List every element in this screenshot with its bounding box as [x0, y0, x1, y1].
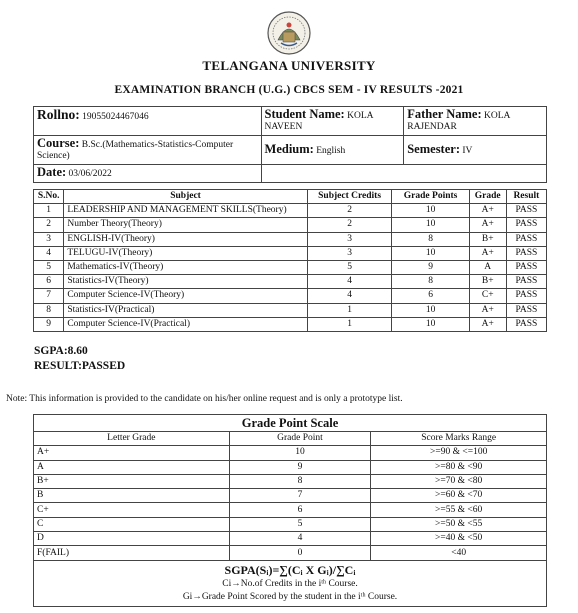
scale-marks-range: >=40 & <50	[371, 532, 547, 546]
scale-marks-range: >=60 & <70	[371, 489, 547, 503]
scale-marks-range: >=55 & <60	[371, 503, 547, 517]
subjects-table	[33, 189, 547, 332]
result-summary	[34, 344, 125, 374]
scale-grade-point: 8	[229, 474, 371, 488]
subject-grade: A+	[469, 317, 506, 331]
subject-grade: A+	[469, 204, 506, 218]
scale-row	[34, 517, 547, 531]
date-label: Date:	[37, 165, 67, 179]
scale-row	[34, 532, 547, 546]
scale-letter-grade: C	[34, 517, 230, 531]
subject-row	[34, 218, 547, 232]
subject-name: TELUGU-IV(Theory)	[64, 246, 307, 260]
subject-name: Computer Science-IV(Theory)	[64, 289, 307, 303]
subject-grade: A+	[469, 303, 506, 317]
col-grade-points: Grade Points	[392, 190, 469, 204]
subject-grade-points: 10	[392, 246, 469, 260]
subject-result: PASS	[506, 260, 546, 274]
gi-definition: Gi→Grade Point Scored by the student in the iᵗʰ Course.	[182, 591, 398, 602]
student-name-value: KOLA NAVEEN	[264, 111, 373, 132]
subject-credits: 1	[307, 303, 392, 317]
scale-col-letter: Letter Grade	[34, 432, 230, 446]
subject-credits: 1	[307, 317, 392, 331]
subject-result: PASS	[506, 232, 546, 246]
scale-letter-grade: B+	[34, 474, 230, 488]
father-name-label: Father Name:	[407, 107, 482, 121]
scale-row	[34, 489, 547, 503]
grade-point-scale-table	[33, 414, 547, 607]
sgpa-formula: SGPA(Sᵢ)=∑(Cᵢ X Gᵢ)/∑Cᵢ	[224, 562, 356, 577]
subject-result: PASS	[506, 275, 546, 289]
subject-result: PASS	[506, 289, 546, 303]
col-sno: S.No.	[34, 190, 64, 204]
subject-name: Number Theory(Theory)	[64, 218, 307, 232]
subjects-header-row	[34, 190, 547, 204]
scale-grade-point: 4	[229, 532, 371, 546]
scale-col-range: Score Marks Range	[371, 432, 547, 446]
scale-letter-grade: B	[34, 489, 230, 503]
subject-grade-points: 10	[392, 218, 469, 232]
scale-marks-range: >=50 & <55	[371, 517, 547, 531]
subject-grade-points: 8	[392, 232, 469, 246]
scale-letter-grade: A+	[34, 446, 230, 460]
subject-credits: 3	[307, 246, 392, 260]
subject-name: Statistics-IV(Practical)	[64, 303, 307, 317]
subject-credits: 4	[307, 275, 392, 289]
student-name-label: Student Name:	[264, 107, 345, 121]
subject-credits: 2	[307, 218, 392, 232]
subject-grade: A+	[469, 218, 506, 232]
date-value: 03/06/2022	[68, 169, 112, 179]
subject-result: PASS	[506, 246, 546, 260]
scale-row	[34, 474, 547, 488]
father-name-value: KOLA RAJENDAR	[407, 111, 510, 132]
subject-row	[34, 204, 547, 218]
student-info-table	[33, 106, 547, 183]
subject-sno: 8	[34, 303, 64, 317]
scale-row	[34, 546, 547, 560]
medium-value: English	[316, 145, 346, 156]
subject-sno: 4	[34, 246, 64, 260]
subject-row	[34, 275, 547, 289]
rollno-label: Rollno:	[37, 107, 80, 122]
scale-grade-point: 7	[229, 489, 371, 503]
col-credits: Subject Credits	[307, 190, 392, 204]
subject-credits: 3	[307, 232, 392, 246]
university-name: TELANGANA UNIVERSITY	[202, 58, 376, 73]
subject-result: PASS	[506, 303, 546, 317]
subject-result: PASS	[506, 204, 546, 218]
subject-grade-points: 9	[392, 260, 469, 274]
subject-grade-points: 10	[392, 204, 469, 218]
scale-row	[34, 446, 547, 460]
result-status: RESULT:PASSED	[34, 360, 126, 372]
course-value: B.Sc.(Mathematics-Statistics-Computer Science)	[37, 140, 234, 161]
subject-grade: A	[469, 260, 506, 274]
scale-marks-range: >=70 & <80	[371, 474, 547, 488]
scale-letter-grade: F(FAIL)	[34, 546, 230, 560]
subject-grade-points: 10	[392, 303, 469, 317]
subject-row	[34, 303, 547, 317]
scale-grade-point: 6	[229, 503, 371, 517]
col-grade: Grade	[469, 190, 506, 204]
medium-label: Medium:	[264, 141, 314, 156]
university-seal-logo	[266, 10, 312, 56]
subject-grade-points: 8	[392, 275, 469, 289]
ci-definition: Ci→No.of Credits in the iᵗʰ Course.	[222, 578, 358, 589]
subject-credits: 2	[307, 204, 392, 218]
col-result: Result	[506, 190, 546, 204]
subject-grade: A+	[469, 246, 506, 260]
subject-grade-points: 10	[392, 317, 469, 331]
subject-result: PASS	[506, 218, 546, 232]
subject-credits: 4	[307, 289, 392, 303]
subject-name: LEADERSHIP AND MANAGEMENT SKILLS(Theory)	[64, 204, 307, 218]
subject-sno: 6	[34, 275, 64, 289]
scale-letter-grade: D	[34, 532, 230, 546]
subject-sno: 5	[34, 260, 64, 274]
scale-letter-grade: A	[34, 460, 230, 474]
subject-result: PASS	[506, 317, 546, 331]
subject-grade: C+	[469, 289, 506, 303]
subject-row	[34, 289, 547, 303]
subject-name: ENGLISH-IV(Theory)	[64, 232, 307, 246]
subject-grade-points: 6	[392, 289, 469, 303]
scale-grade-point: 10	[229, 446, 371, 460]
scale-grade-point: 9	[229, 460, 371, 474]
subject-sno: 1	[34, 204, 64, 218]
scale-row	[34, 503, 547, 517]
scale-col-point: Grade Point	[229, 432, 371, 446]
subject-grade: B+	[469, 232, 506, 246]
subject-sno: 9	[34, 317, 64, 331]
subject-row	[34, 317, 547, 331]
scale-header-row	[34, 432, 547, 446]
disclaimer-note: Note: This information is provided to the candidate on his/her online request and is only a prototype list.	[6, 394, 403, 404]
subject-name: Statistics-IV(Theory)	[64, 275, 307, 289]
subject-sno: 3	[34, 232, 64, 246]
scale-grade-point: 5	[229, 517, 371, 531]
subject-name: Computer Science-IV(Practical)	[64, 317, 307, 331]
subject-sno: 7	[34, 289, 64, 303]
subject-row	[34, 260, 547, 274]
subject-credits: 5	[307, 260, 392, 274]
scale-marks-range: >=90 & <=100	[371, 446, 547, 460]
scale-marks-range: >=80 & <90	[371, 460, 547, 474]
subject-row	[34, 246, 547, 260]
scale-marks-range: <40	[371, 546, 547, 560]
sgpa-value: SGPA:8.60	[34, 345, 88, 357]
subject-name: Mathematics-IV(Theory)	[64, 260, 307, 274]
results-heading: EXAMINATION BRANCH (U.G.) CBCS SEM - IV RESULTS -2021	[114, 84, 464, 96]
subject-row	[34, 232, 547, 246]
col-subject: Subject	[64, 190, 307, 204]
subject-sno: 2	[34, 218, 64, 232]
semester-value: IV	[462, 145, 473, 156]
sgpa-formula-block	[34, 560, 547, 606]
scale-row	[34, 460, 547, 474]
subject-grade: B+	[469, 275, 506, 289]
rollno-value: 19055024467046	[82, 112, 149, 122]
semester-label: Semester:	[407, 141, 460, 156]
scale-title: Grade Point Scale	[34, 415, 547, 432]
course-label: Course:	[37, 136, 80, 150]
scale-grade-point: 0	[229, 546, 371, 560]
scale-letter-grade: C+	[34, 503, 230, 517]
